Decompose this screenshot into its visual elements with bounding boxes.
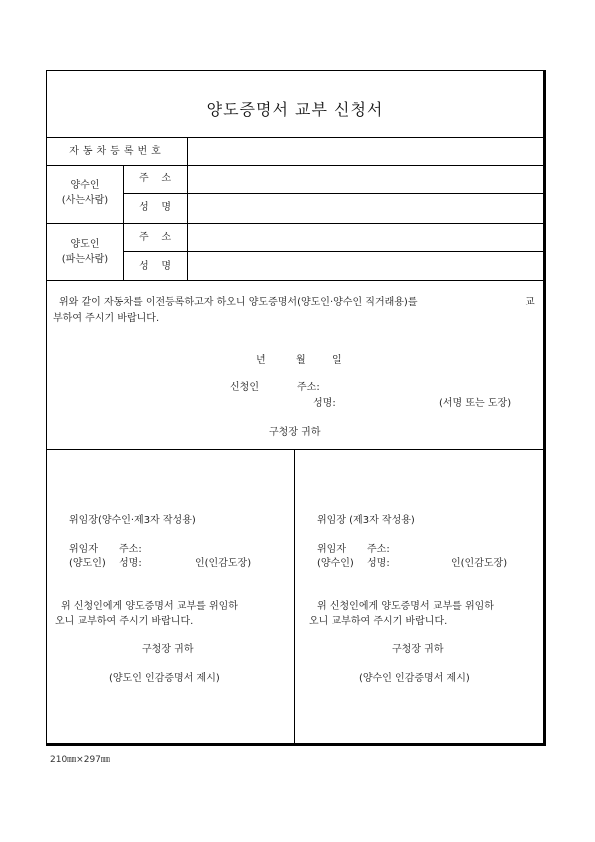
vehicle-registration-label: 자동차등록번호 <box>69 146 165 157</box>
delegation-right-seal: 인(인감도장) <box>451 558 508 569</box>
statement-line-1-tail: 교 <box>525 297 535 308</box>
applicant-signature-note: (서명 또는 도장) <box>439 398 512 409</box>
date-year: 년 <box>256 355 266 366</box>
statement-line-1: 위와 같이 자동차를 이전등록하고자 하오니 양도증명서(양도인·양수인 직거래용)를 <box>59 297 418 308</box>
addressee: 구청장 귀하 <box>269 427 321 438</box>
applicant-signature-label: 성명: <box>313 398 336 409</box>
buyer-role-label: 양수인 <box>70 180 100 191</box>
delegation-left-delegator: 위임자 <box>69 544 98 555</box>
delegation-left-body-1: 위 신청인에게 양도증명서 교부를 위임하 <box>61 601 238 612</box>
vehicle-registration-field[interactable] <box>189 139 541 163</box>
delegation-right-name-label: 성명: <box>367 558 390 569</box>
date-month: 월 <box>296 355 306 366</box>
seller-address-field[interactable] <box>189 225 541 249</box>
rule <box>187 137 188 280</box>
buyer-role-sub: (사는사람) <box>61 195 109 206</box>
delegation-left-address-label: 주소: <box>119 544 142 555</box>
rule <box>47 137 544 138</box>
delegation-right-body-2: 오니 교부하여 주시기 바랍니다. <box>309 616 448 627</box>
application-form <box>46 70 546 746</box>
date-day: 일 <box>332 355 342 366</box>
buyer-name-field[interactable] <box>189 195 541 221</box>
rule <box>47 223 544 224</box>
buyer-address-field[interactable] <box>189 167 541 191</box>
seller-name-field[interactable] <box>189 253 541 278</box>
delegation-left-name-label: 성명: <box>119 558 142 569</box>
delegation-left-addressee: 구청장 귀하 <box>142 644 194 655</box>
delegation-right-role: (양수인) <box>317 558 354 569</box>
rule <box>47 449 544 450</box>
delegation-right-body-1: 위 신청인에게 양도증명서 교부를 위임하 <box>317 601 494 612</box>
delegation-left-role: (양도인) <box>69 558 106 569</box>
delegation-right-address-label: 주소: <box>367 544 390 555</box>
seller-name-label: 성 명 <box>138 261 172 272</box>
delegation-right-delegator: 위임자 <box>317 544 346 555</box>
statement-line-2: 부하여 주시기 바랍니다. <box>53 313 160 324</box>
seller-address-label: 주 소 <box>138 232 172 243</box>
applicant-address-label: 주소: <box>297 382 320 393</box>
applicant-label: 신청인 <box>230 382 259 393</box>
delegation-right-addressee: 구청장 귀하 <box>392 644 444 655</box>
buyer-address-label: 주 소 <box>138 173 172 184</box>
delegation-left-note: (양도인 인감증명서 제시) <box>109 673 220 684</box>
delegation-right-note: (양수인 인감증명서 제시) <box>359 673 470 684</box>
delegation-right-heading: 위임장 (제3자 작성용) <box>317 515 415 526</box>
seller-role-label: 양도인 <box>70 239 100 250</box>
form-title: 양도증명서 교부 신청서 <box>206 100 384 119</box>
rule <box>47 280 544 281</box>
delegation-left-heading: 위임장(양수인·제3자 작성용) <box>69 515 196 526</box>
seller-role-sub: (파는사람) <box>61 254 109 265</box>
rule <box>294 449 295 744</box>
delegation-left-seal: 인(인감도장) <box>195 558 252 569</box>
paper-size-note: 210㎜×297㎜ <box>50 755 110 765</box>
rule <box>47 165 544 166</box>
buyer-name-label: 성 명 <box>138 202 172 213</box>
delegation-left-body-2: 오니 교부하여 주시기 바랍니다. <box>55 616 194 627</box>
